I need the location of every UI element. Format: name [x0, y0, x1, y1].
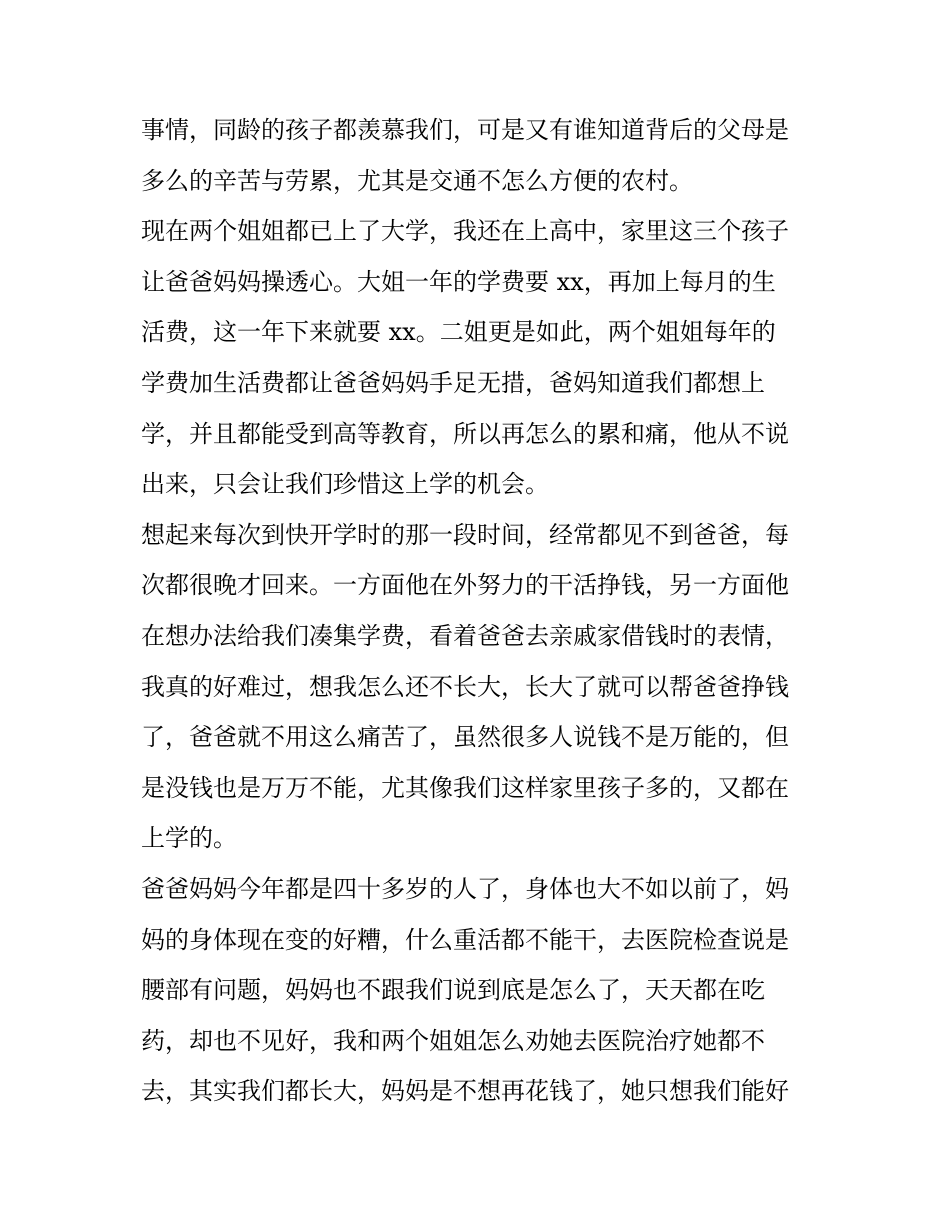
text-line: 是没钱也是万万不能，尤其像我们这样家里孩子多的，又都在 — [141, 773, 789, 802]
text-line: 了，爸爸就不用这么痛苦了，虽然很多人说钱不是万能的，但 — [141, 723, 789, 752]
text-line: 次都很晚才回来。一方面他在外努力的干活挣钱，另一方面他 — [141, 571, 789, 600]
text-line: 去，其实我们都长大，妈妈是不想再花钱了，她只想我们能好 — [141, 1077, 789, 1106]
text-line: 活费，这一年下来就要 xx。二姐更是如此，两个姐姐每年的 — [141, 318, 776, 347]
body-text — [141, 105, 821, 1117]
text-line: 学费加生活费都让爸爸妈妈手足无措，爸妈知道我们都想上 — [141, 368, 765, 397]
text-line: 出来，只会让我们珍惜这上学的机会。 — [141, 470, 549, 499]
text-line: 在想办法给我们凑集学费，看着爸爸去亲戚家借钱时的表情， — [141, 621, 789, 650]
text-line: 妈的身体现在变的好糟，什么重活都不能干，去医院检查说是 — [141, 925, 789, 954]
text-line: 我真的好难过，想我怎么还不长大，长大了就可以帮爸爸挣钱 — [141, 672, 789, 701]
text-line: 事情，同龄的孩子都羡慕我们，可是又有谁知道背后的父母是 — [141, 116, 789, 144]
text-line: 让爸爸妈妈操透心。大姐一年的学费要 xx，再加上每月的生 — [141, 267, 776, 296]
text-line: 腰部有问题，妈妈也不跟我们说到底是怎么了，天天都在吃 — [141, 976, 765, 1005]
text-line: 想起来每次到快开学时的那一段时间，经常都见不到爸爸，每 — [141, 520, 789, 549]
text-line: 上学的。 — [141, 824, 237, 853]
text-line: 多么的辛苦与劳累，尤其是交通不怎么方便的农村。 — [141, 166, 693, 195]
text-line: 爸爸妈妈今年都是四十多岁的人了，身体也大不如以前了，妈 — [141, 874, 789, 903]
text-line: 药，却也不见好，我和两个姐姐怎么劝她去医院治疗她都不 — [141, 1026, 765, 1055]
text-line: 现在两个姐姐都已上了大学，我还在上高中，家里这三个孩子 — [141, 217, 789, 246]
text-line: 学，并且都能受到高等教育，所以再怎么的累和痛，他从不说 — [141, 419, 789, 448]
